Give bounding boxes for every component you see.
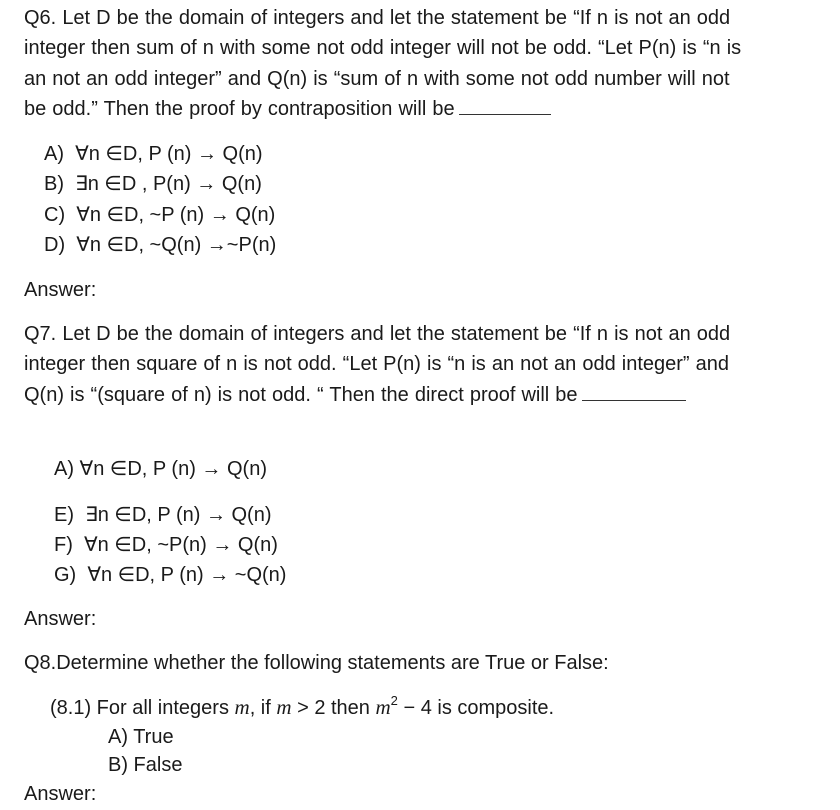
q8-var-m-2: m [276,695,292,719]
q8-option-true[interactable]: A) True [108,726,174,748]
q8-statement-tail: − 4 is composite. [397,697,555,719]
q7-answer-label: Answer: [24,608,97,630]
q6-line-4: be odd.” Then the proof by contraposition will be [24,97,455,120]
q6-line-1: Let D be the domain of integers and let the statement be “If n is not an odd [62,7,731,29]
q7-line-2: integer then square of n is not odd. “Let P(n) is “n is an not an odd integer” and [24,353,729,376]
q7-number: Q7. [24,323,57,345]
q8-exponent: 2 [390,693,398,708]
q6-number: Q6. [24,7,57,29]
q6-question-text [24,3,814,124]
q7-line-1: Let D be the domain of integers and let the statement be “If n is not an odd [62,323,731,345]
q7-option-e[interactable]: E) ∃n ∈D, P (n) → Q(n) [54,504,272,526]
q8-statement-prefix: (8.1) For all integers [50,697,235,719]
q8-statement-mid: , if [249,697,277,719]
q6-line-3: an not an odd integer” and Q(n) is “sum of n with some not odd number will not [24,67,730,90]
q7-line-3: Q(n) is “(square of n) is not odd. “ Then the direct proof will be [24,383,578,406]
q7-option-a[interactable]: A) ∀n ∈D, P (n) → Q(n) [54,458,267,480]
q8-statement-cond: > 2 then [291,697,376,719]
q6-answer-blank [459,96,551,115]
q8-answer-label: Answer: [24,783,97,805]
q7-answer-blank [582,382,686,401]
q8-var-m-3: m [375,695,391,719]
q6-option-b[interactable]: B) ∃n ∈D , P(n) → Q(n) [44,173,262,195]
q7-option-f[interactable]: F) ∀n ∈D, ~P(n) → Q(n) [54,534,278,556]
q8-option-false[interactable]: B) False [108,754,183,776]
q8-statement-8-1 [50,695,554,720]
q6-line-2: integer then sum of n with some not odd integer will not be odd. “Let P(n) is “n is [24,37,742,60]
q6-option-a[interactable]: A) ∀n ∈D, P (n) → Q(n) [44,143,263,165]
q6-option-d[interactable]: D) ∀n ∈D, ~Q(n) →~P(n) [44,234,277,256]
q8-var-m-1: m [234,695,250,719]
q8-heading: Q8.Determine whether the following statements are True or False: [24,652,609,674]
q7-option-g[interactable]: G) ∀n ∈D, P (n) → ~Q(n) [54,564,287,586]
q6-option-c[interactable]: C) ∀n ∈D, ~P (n) → Q(n) [44,204,276,226]
q6-answer-label: Answer: [24,279,97,301]
q7-question-text [24,319,814,410]
